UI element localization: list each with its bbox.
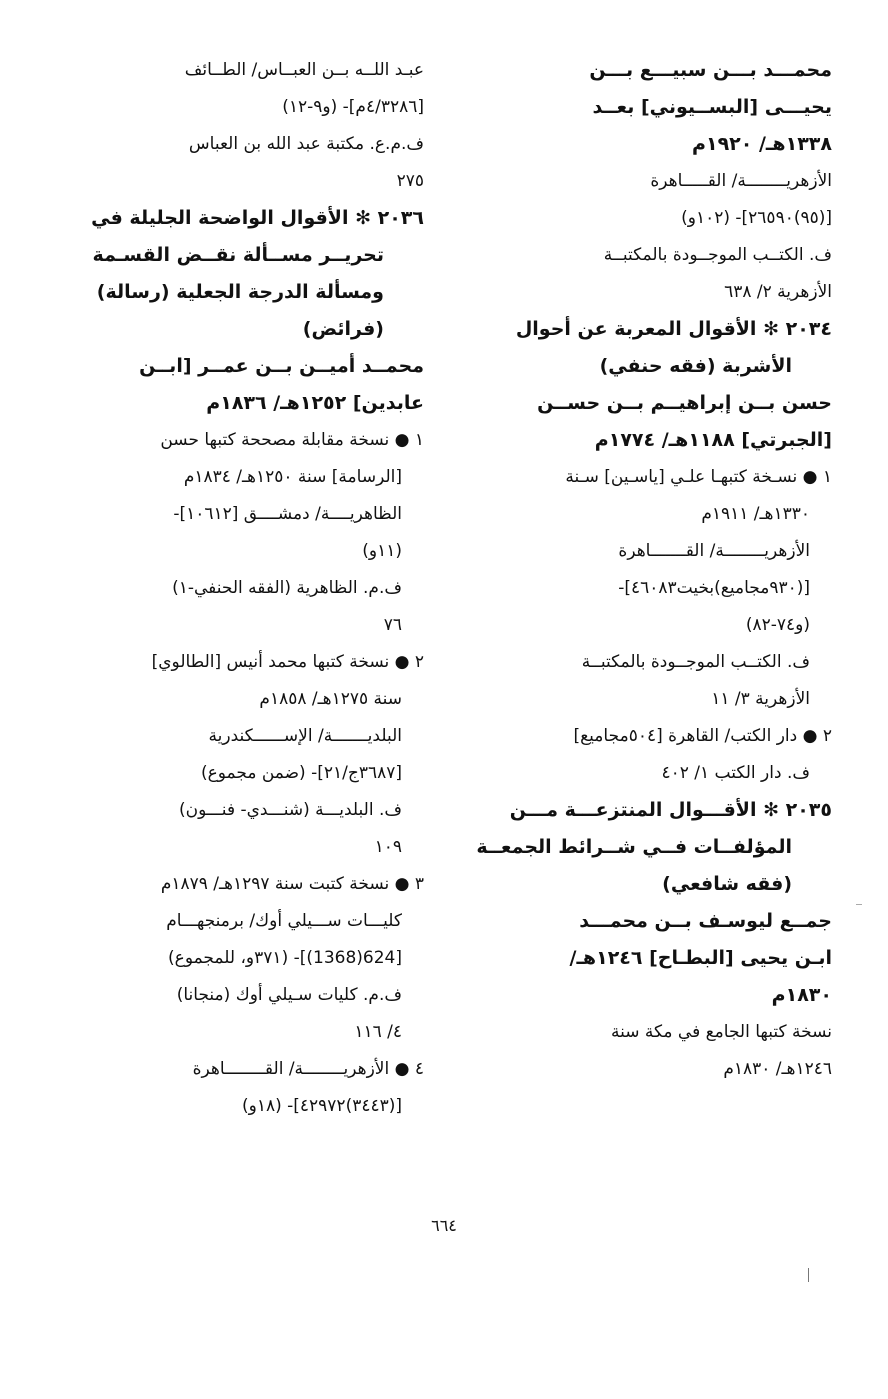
entry-title-line: (فقه شافعي) (662, 873, 792, 895)
manuscript-line: ١٣٣٠هـ/ ١٩١١م (701, 504, 810, 524)
entry-title-line: ومسألة الدرجة الجعلية (رسالة) (96, 281, 384, 303)
scan-mark (808, 1268, 809, 1282)
author-line: يحيـــى [البســيوني] بعــد (592, 96, 832, 118)
manuscript-line: كليـــات ســـيلي أوك/ برمنجهـــام (166, 911, 402, 931)
manuscript-line: ٧٦ (383, 615, 402, 635)
manuscript-line: ١ ● نسـخة كتبهـا علـي [ياسـين] سـنة (565, 467, 832, 487)
author-line: حسن بــن إبراهيــم بــن حســن (537, 392, 832, 414)
manuscript-line: ١٢٤٦هـ/ ١٨٣٠م (723, 1059, 832, 1079)
manuscript-line: ف. الكتــب الموجــودة بالمكتبــة (581, 652, 810, 672)
manuscript-line: [(٩٣٠مجاميع)بخيت٤٦٠٨٣]- (618, 578, 810, 598)
author-line: جمــع ليوسـف بــن محمـــد (579, 910, 832, 932)
manuscript-line: ٤/ ١١٦ (354, 1022, 402, 1042)
manuscript-line: ١٠٩ (374, 837, 402, 857)
entry-title-line: تحريــر مســألة نقــض القسـمة (92, 244, 384, 266)
manuscript-line: ف. دار الكتب ١/ ٤٠٢ (661, 763, 810, 783)
manuscript-line: الأزهرية ٢/ ٦٣٨ (724, 282, 832, 302)
manuscript-line: ٢٧٥ (396, 171, 424, 191)
manuscript-line: الأزهريــــــــة/ القـــــاهرة (650, 171, 832, 191)
entry-title-line: المؤلفــات فــي شــرائط الجمعــة (476, 836, 792, 858)
manuscript-line: (١١و) (362, 541, 402, 561)
manuscript-line: ف. الكتــب الموجــودة بالمكتبــة (603, 245, 832, 265)
manuscript-line: [(٩٥)٢٦٥٩٠]- (١٠٢و) (681, 208, 832, 228)
manuscript-line: ف.م. الظاهرية (الفقه الحنفي-١) (172, 578, 402, 598)
author-line: عابدين] ١٢٥٢هـ/ ١٨٣٦م (206, 392, 424, 414)
manuscript-line: الظاهريــــة/ دمشــــق [١٠٦١٢]- (173, 504, 402, 524)
entry-title-line: ٢٠٣٥ ✻ الأقـــوال المنتزعـــة مـــن (509, 799, 832, 821)
entry-title-line: ٢٠٣٦ ✻ الأقوال الواضحة الجليلة في (91, 207, 424, 229)
manuscript-line: ٢ ● دار الكتب/ القاهرة [٥٠٤مجاميع] (573, 726, 832, 746)
manuscript-line: [(٣٤٤٣)٤٢٩٧٢]- (١٨و) (241, 1096, 402, 1116)
manuscript-line: ف.م. كليات سـيلي أوك (منجانا) (176, 985, 402, 1005)
right-column (462, 52, 832, 1088)
author-line: ابـن يحيى [البطـاح] ١٢٤٦هـ/ (569, 947, 832, 969)
entry-title-line: ٢٠٣٤ ✻ الأقوال المعربة عن أحوال (515, 318, 832, 340)
manuscript-line: ٣ ● نسخة كتبت سنة ١٢٩٧هـ/ ١٨٧٩م (160, 874, 424, 894)
manuscript-line: البلديـــــــة/ الإســــــكندرية (208, 726, 402, 746)
left-column (66, 52, 424, 1125)
manuscript-line: [الرسامة] سنة ١٢٥٠هـ/ ١٨٣٤م (183, 467, 402, 487)
author-line: ١٨٣٠م (771, 984, 832, 1006)
manuscript-line: عبـد اللــه بــن العبــاس/ الطــائف (184, 60, 424, 80)
page-number: ٦٦٤ (431, 1216, 457, 1235)
manuscript-line: ١ ● نسخة مقابلة مصححة كتبها حسن (160, 430, 424, 450)
author-line: ١٣٣٨هـ/ ١٩٢٠م (692, 133, 832, 155)
author-line: محمــد أميــن بــن عمــر [ابــن (139, 355, 424, 377)
scan-mark (856, 904, 862, 905)
manuscript-line: [٤/٣٢٨٦م]- (و٩-١٢) (282, 97, 424, 117)
manuscript-line: ٢ ● نسخة كتبها محمد أنيس [الطالوي] (151, 652, 424, 672)
author-line: [الجبرتي] ١١٨٨هـ/ ١٧٧٤م (594, 429, 832, 451)
manuscript-line: ٤ ● الأزهريــــــــة/ القــــــــاهرة (192, 1059, 424, 1079)
manuscript-line: (و٧٤-٨٢) (745, 615, 810, 635)
author-line: محمـــد بـــن سبيـــع بـــن (589, 59, 832, 81)
manuscript-line: ف.م.ع. مكتبة عبد الله بن العباس (188, 134, 424, 154)
manuscript-line: نسخة كتبها الجامع في مكة سنة (611, 1022, 832, 1042)
manuscript-line: الأزهرية ٣/ ١١ (711, 689, 810, 709)
manuscript-line: [624(1368)]- (٣٧١و، للمجموع) (168, 948, 402, 968)
entry-title-line: الأشربة (فقه حنفي) (599, 355, 792, 377)
manuscript-line: ف. البلديـــة (شنـــدي- فنـــون) (178, 800, 402, 820)
manuscript-line: الأزهريــــــــة/ القـــــــاهرة (618, 541, 810, 561)
manuscript-line: سنة ١٢٧٥هـ/ ١٨٥٨م (259, 689, 402, 709)
manuscript-line: [٣٦٨٧ج/٢١]- (ضمن مجموع) (200, 763, 402, 783)
entry-title-line: (فرائض) (302, 318, 384, 340)
